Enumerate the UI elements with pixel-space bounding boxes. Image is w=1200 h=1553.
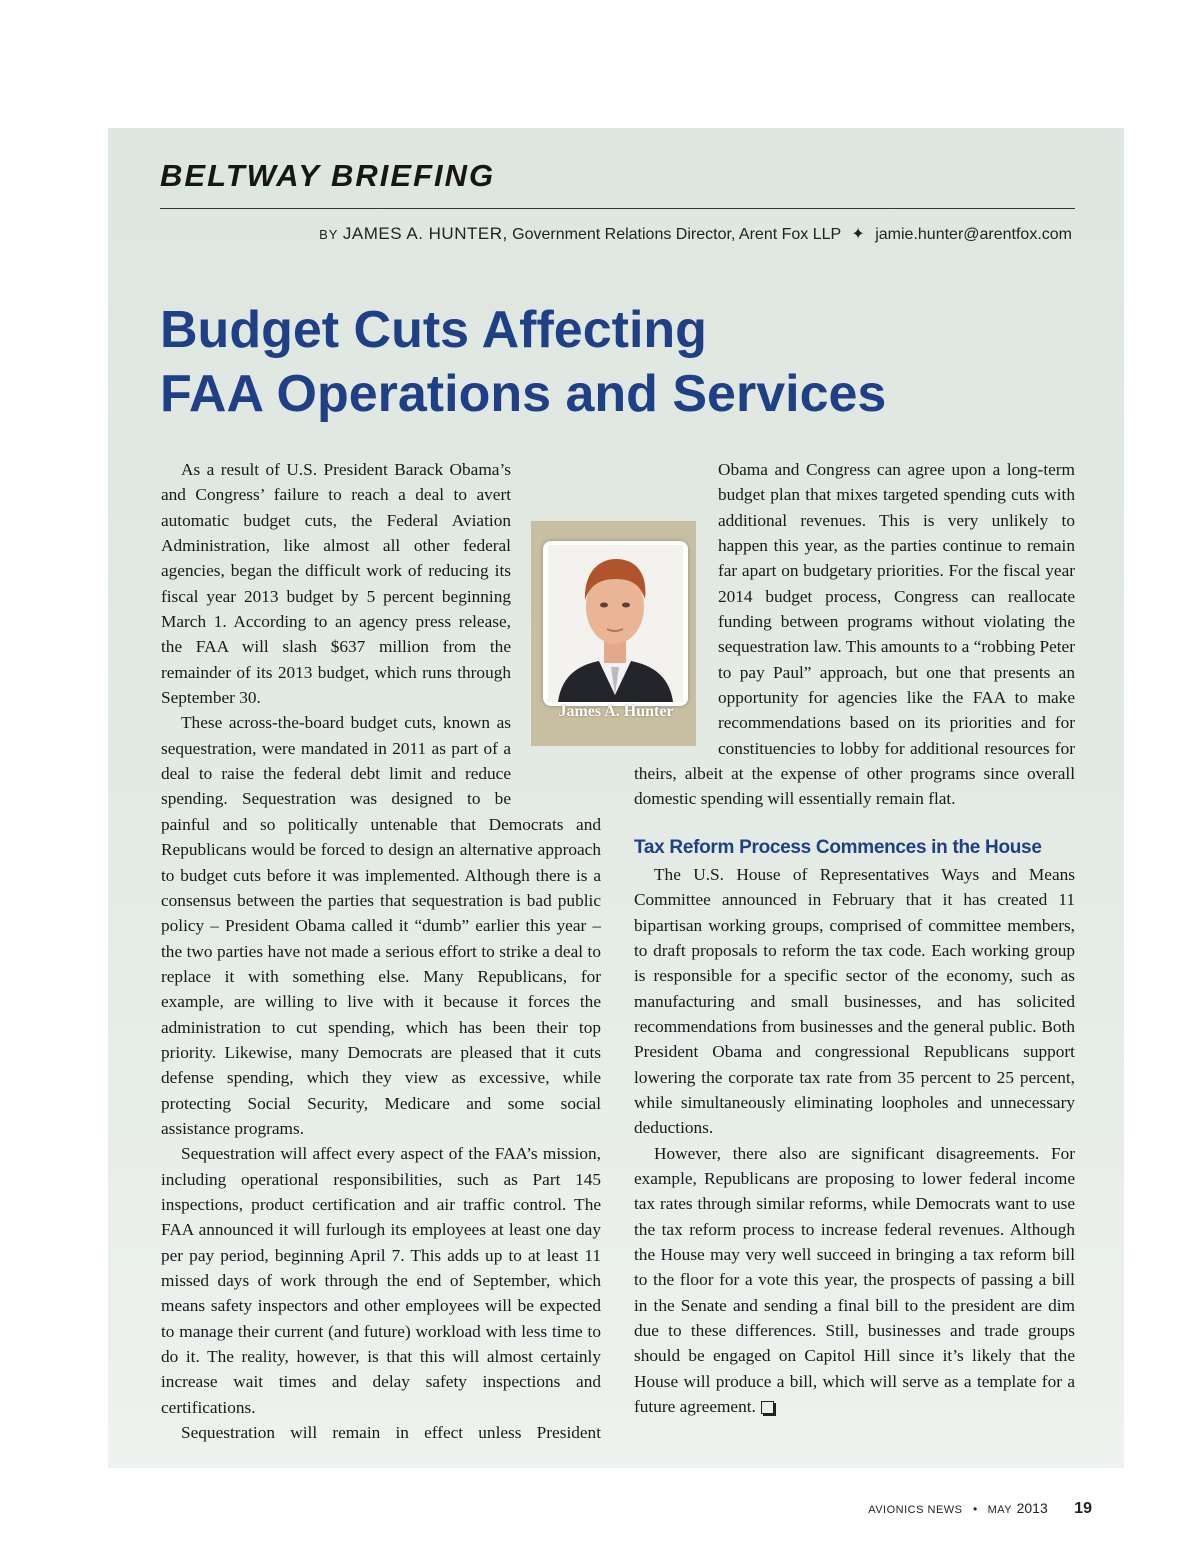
footer-year: 2013 xyxy=(1016,1500,1048,1516)
photo-caption: James A. Hunter xyxy=(558,703,674,720)
section-divider xyxy=(160,208,1075,209)
paragraph: The U.S. House of Representatives Ways and Means Committee announced in February that it has created 11 bipartisan working groups, comprised of committee members, to draft proposals to reform the tax code. Each working group is responsible for a specific sector of the economy, such as manufacturing and small businesses, and has solicited recommendations from businesses and the general public. Both President Obama and congressional Republicans support lowering the corporate tax rate from 35 percent to 25 percent, while simultaneously eliminating loopholes and unnecessary deductions. xyxy=(634,864,1075,1138)
article-headline xyxy=(160,298,1090,426)
end-of-article-box-icon xyxy=(761,1401,774,1414)
headline-line-2: FAA Operations and Services xyxy=(160,365,887,423)
author-portrait-icon xyxy=(548,545,683,702)
paragraph: Sequestration will affect every aspect of the FAA’s mission, including operational responsibilities, such as Part 145 inspections, product certification and air traffic control. The FAA announced it will furlough its employees at least one day per pay period, beginning April 7. This adds up to at least 11 missed days of work through the end of September, which means safety inspectors and other employees will be expected to manage their current (and future) workload with less time to do it. The reality, however, is that this will almost certainly increase wait times and delay safety inspections and certifications. xyxy=(161,1144,601,1417)
author-photo-frame xyxy=(531,521,696,746)
paragraph: As a result of U.S. President Barack Obama’s and Congress’ failure to reach a deal to avert automatic budget cuts, the Federal Aviation Administration, like almost all other federal agencies, began the difficult work of reducing its fiscal year 2013 budget by 5 percent beginning March 1. According to an agency press release, the FAA will slash $637 million from the remainder of its 2013 budget, which runs through September 30. xyxy=(161,460,511,708)
footer-publication: AVIONICS NEWS xyxy=(868,1504,963,1516)
footer-month: MAY xyxy=(987,1504,1013,1516)
page-footer xyxy=(700,1500,1092,1518)
footer-bullet-icon: • xyxy=(972,1502,978,1516)
page-number: 19 xyxy=(1074,1500,1092,1517)
paragraph: These across-the-board budget cuts, known as sequestration, were mandated in 2011 as part of a deal to raise the federal debt limit and reduce spending. Sequestration was designed to be painful and so politically untenable that Democrats and Republicans would be forced to design an alternative approach to budget cuts before it was implemented. Although there is a consensus between the parties that sequestration is bad public policy – President Obama called it “dumb” earlier this year – the two parties have not made a serious effort to strike a deal to replace it with something else. Many Republicans, for example, are willing to live with it because it forces the administration to cut spending, which has been their top priority. Likewise, many Democrats are pleased that it cuts defense spending, which they view as excessive, while protecting Social Security, Medicare and some social assistance programs. xyxy=(161,713,601,1138)
author-photo xyxy=(543,541,688,706)
byline-by: BY xyxy=(319,227,339,242)
headline-line-1: Budget Cuts Affecting xyxy=(160,301,707,359)
paragraph-text: However, there also are significant disagreements. For example, Republicans are proposing to lower federal income tax rates through similar reforms, while Democrats want to use the tax reform process to increase federal revenues. Although the House may very well succeed in bringing a tax reform bill to the floor for a vote this year, the prospects of passing a bill in the Senate and sending a final bill to the president are dim due to these differences. Still, businesses and trade groups should be engaged on Capitol Hill since it’s likely that the House will produce a bill, which will serve as a template for a future agreement. xyxy=(634,1143,1075,1417)
paragraph: Obama and Congress can agree upon a long-term budget plan that mixes targeted spending cuts with additional revenues. This is very unlikely to happen this year, as the parties continue to remain far apart on budgetary priorities. For the fiscal year 2014 budget process, Congress can reallocate funding between programs without violating the sequestration law. This amounts to a “robbing Peter to pay Paul” approach, but one that presents an opportunity for agencies like the FAA to make recommendations based on its priorities and for constituencies to lobby for additional resources for theirs, albeit at the expense of other programs since overall domestic spending will essentially remain flat. xyxy=(634,460,1075,809)
paragraph xyxy=(634,1141,1075,1420)
section-title: BELTWAY BRIEFING xyxy=(160,158,496,193)
byline-author-name: JAMES A. HUNTER, xyxy=(342,224,508,243)
byline-role: Government Relations Director, Arent Fox LLP xyxy=(512,226,841,243)
byline-email[interactable]: jamie.hunter@arentfox.com xyxy=(875,226,1072,243)
article-column-right xyxy=(634,457,1075,1419)
paragraph: Sequestration will remain in effect unless President xyxy=(181,1423,601,1443)
byline xyxy=(160,224,1072,244)
byline-separator-icon: ✦ xyxy=(851,226,865,243)
subheading: Tax Reform Process Commences in the House xyxy=(634,836,1042,858)
